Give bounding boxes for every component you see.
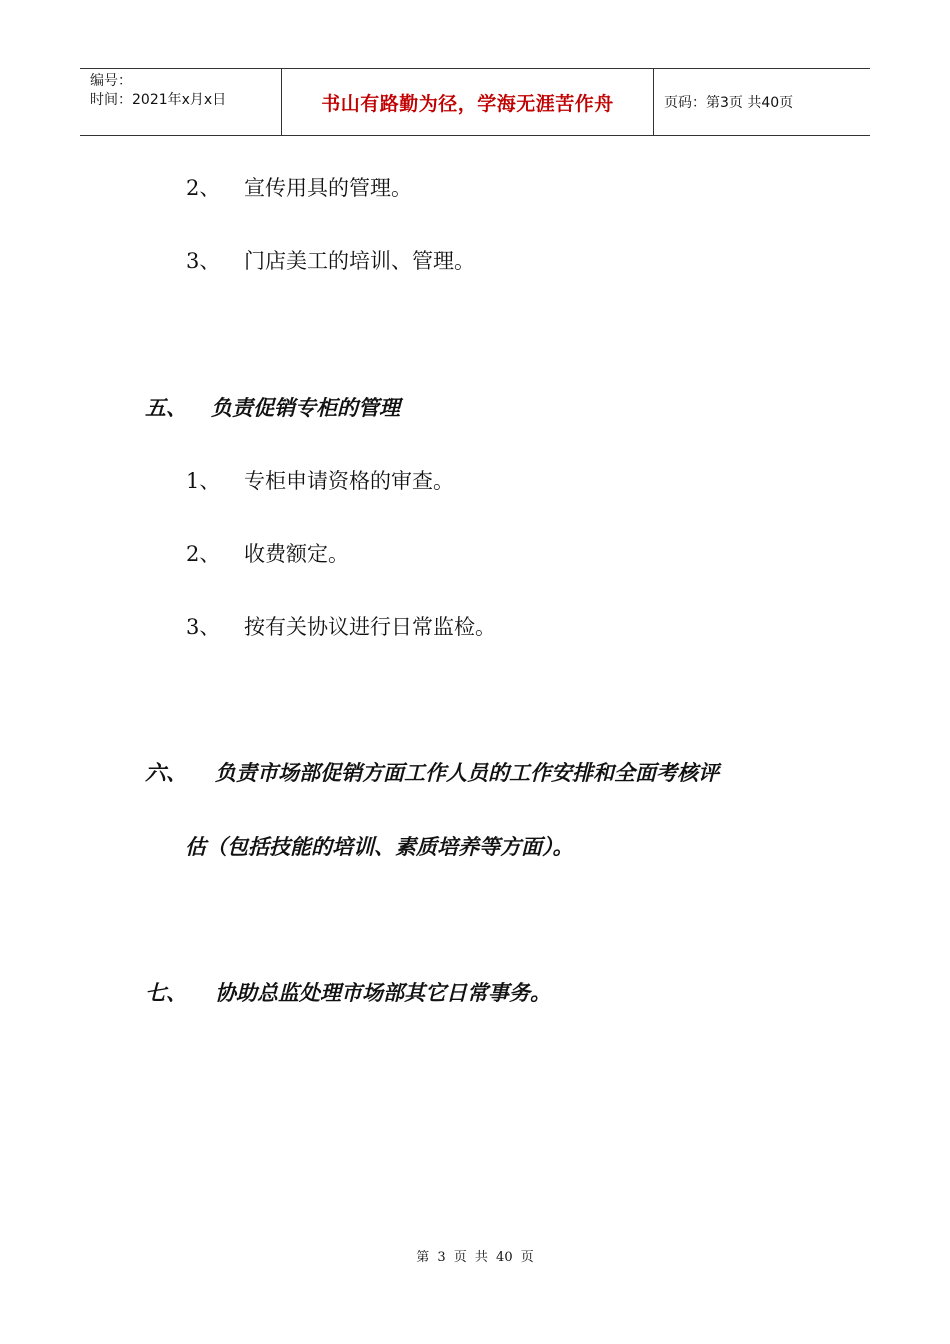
document-date: 时间：2021年x月x日 xyxy=(90,92,227,108)
header-page-info: 页码：第3页 共40页 xyxy=(664,95,794,111)
document-number-label: 编号： xyxy=(90,73,132,89)
list-item-text: 收费额定。 xyxy=(244,542,349,566)
list-item-number: 2、 xyxy=(186,542,221,566)
section-number: 五、 xyxy=(145,396,187,420)
list-item-number: 1、 xyxy=(186,469,221,493)
section-title-continued: 估（包括技能的培训、素质培养等方面）。 xyxy=(185,835,574,859)
header-motto: 书山有路勤为径，学海无涯苦作舟 xyxy=(321,92,614,115)
section-number: 七、 xyxy=(145,981,187,1005)
section-title: 负责市场部促销方面工作人员的工作安排和全面考核评 xyxy=(215,761,719,785)
section-title: 协助总监处理市场部其它日常事务。 xyxy=(215,981,551,1005)
list-item-text: 宣传用具的管理。 xyxy=(244,176,412,200)
list-item-number: 3、 xyxy=(186,615,221,639)
page-header xyxy=(80,68,870,136)
list-item-text: 按有关协议进行日常监检。 xyxy=(244,615,496,639)
header-motto-cell xyxy=(282,69,654,135)
page-footer: 第 3 页 共 40 页 xyxy=(416,1250,534,1265)
section-title: 负责促销专柜的管理 xyxy=(211,396,400,420)
list-item-number: 2、 xyxy=(186,176,221,200)
list-item-number: 3、 xyxy=(186,249,221,273)
section-number: 六、 xyxy=(145,761,187,785)
list-item-text: 专柜申请资格的审查。 xyxy=(244,469,454,493)
header-page-info-cell xyxy=(654,69,870,135)
header-meta xyxy=(80,69,282,135)
list-item-text: 门店美工的培训、管理。 xyxy=(244,249,475,273)
